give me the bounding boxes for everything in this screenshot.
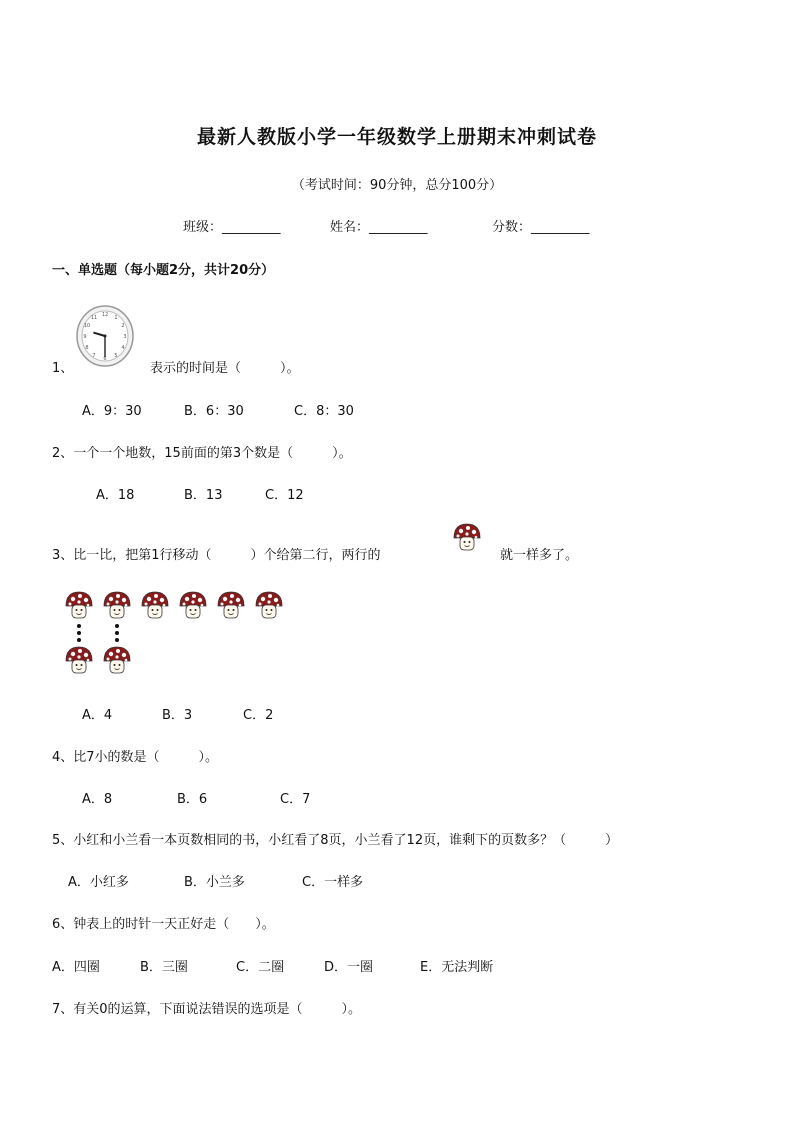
svg-text:8: 8 — [85, 345, 89, 351]
svg-text:7: 7 — [92, 353, 96, 359]
clock-image — [76, 305, 134, 367]
q3-text-b: 就一样多了。 — [500, 548, 579, 563]
q6-option-c[interactable]: C．二圈 — [236, 960, 285, 975]
svg-text:1: 1 — [114, 315, 118, 321]
q1-number: 1、 — [52, 361, 74, 376]
connector-dot — [115, 631, 119, 635]
q6-option-a[interactable]: A．四圈 — [52, 960, 100, 975]
q5-text: 5、小红和小兰看一本页数相同的书，小红看了8页，小兰看了12页，谁剩下的页数多？（ ） — [52, 833, 619, 848]
q3-text-a: 3、比一比，把第1行移动（ ）个给第二行，两行的 — [52, 548, 381, 563]
q7-text: 7、有关0的运算，下面说法错误的选项是（ ）。 — [52, 1002, 362, 1017]
q4-option-a[interactable]: A．8 — [82, 792, 113, 807]
q5-option-b[interactable]: B．小兰多 — [184, 875, 245, 890]
svg-text:9: 9 — [83, 334, 87, 340]
connector-dot — [77, 631, 81, 635]
svg-text:10: 10 — [83, 323, 91, 329]
q4-option-b[interactable]: B．6 — [177, 792, 208, 807]
svg-text:3: 3 — [123, 334, 127, 340]
svg-text:5: 5 — [114, 353, 118, 359]
q3-row1-mushroom — [140, 590, 170, 624]
q4-text: 4、比7小的数是（ ）。 — [52, 750, 219, 765]
section-heading: 一、单选题（每小题2分，共计20分） — [52, 263, 275, 278]
q3-row1-mushroom — [102, 590, 132, 624]
q2-option-c[interactable]: C．12 — [265, 488, 304, 503]
q3-option-c[interactable]: C．2 — [243, 708, 274, 723]
q1-option-c[interactable]: C．8：30 — [294, 404, 354, 419]
svg-text:6: 6 — [103, 356, 107, 362]
q1-option-b[interactable]: B．6：30 — [184, 404, 244, 419]
svg-text:12: 12 — [101, 312, 109, 318]
q3-row1-mushroom — [178, 590, 208, 624]
q6-option-e[interactable]: E．无法判断 — [420, 960, 494, 975]
svg-text:2: 2 — [121, 323, 125, 329]
q4-option-c[interactable]: C．7 — [280, 792, 311, 807]
q2-option-b[interactable]: B．13 — [184, 488, 223, 503]
q1-option-a[interactable]: A．9：30 — [82, 404, 142, 419]
q6-option-d[interactable]: D．一圈 — [324, 960, 374, 975]
q6-option-b[interactable]: B．三圈 — [140, 960, 188, 975]
svg-text:11: 11 — [90, 315, 98, 321]
name-field: 姓名：_________ — [330, 220, 428, 235]
q3-inline-mushroom — [452, 522, 482, 556]
connector-dot — [115, 624, 119, 628]
class-field: 班级：_________ — [183, 220, 281, 235]
q5-option-c[interactable]: C．一样多 — [302, 875, 364, 890]
q3-row2-mushroom — [64, 645, 94, 679]
q1-text: 表示的时间是（ ）。 — [150, 361, 300, 376]
q3-row1-mushroom — [64, 590, 94, 624]
q6-text: 6、钟表上的时针一天正好走（ ）。 — [52, 917, 275, 932]
connector-dot — [77, 624, 81, 628]
score-field: 分数：_________ — [492, 220, 590, 235]
q5-option-a[interactable]: A．小红多 — [68, 875, 129, 890]
q3-row1-mushroom — [254, 590, 284, 624]
q3-row1-mushroom — [216, 590, 246, 624]
q3-row2-mushroom — [102, 645, 132, 679]
exam-title: 最新人教版小学一年级数学上册期末冲刺试卷 — [196, 126, 597, 148]
q3-option-a[interactable]: A．4 — [82, 708, 113, 723]
svg-text:4: 4 — [121, 345, 125, 351]
connector-dot — [77, 638, 81, 642]
q2-text: 2、一个一个地数，15前面的第3个数是（ ）。 — [52, 446, 352, 461]
exam-subtitle: （考试时间：90分钟，总分100分） — [291, 178, 503, 193]
q3-option-b[interactable]: B．3 — [162, 708, 193, 723]
q2-option-a[interactable]: A．18 — [96, 488, 135, 503]
connector-dot — [115, 638, 119, 642]
